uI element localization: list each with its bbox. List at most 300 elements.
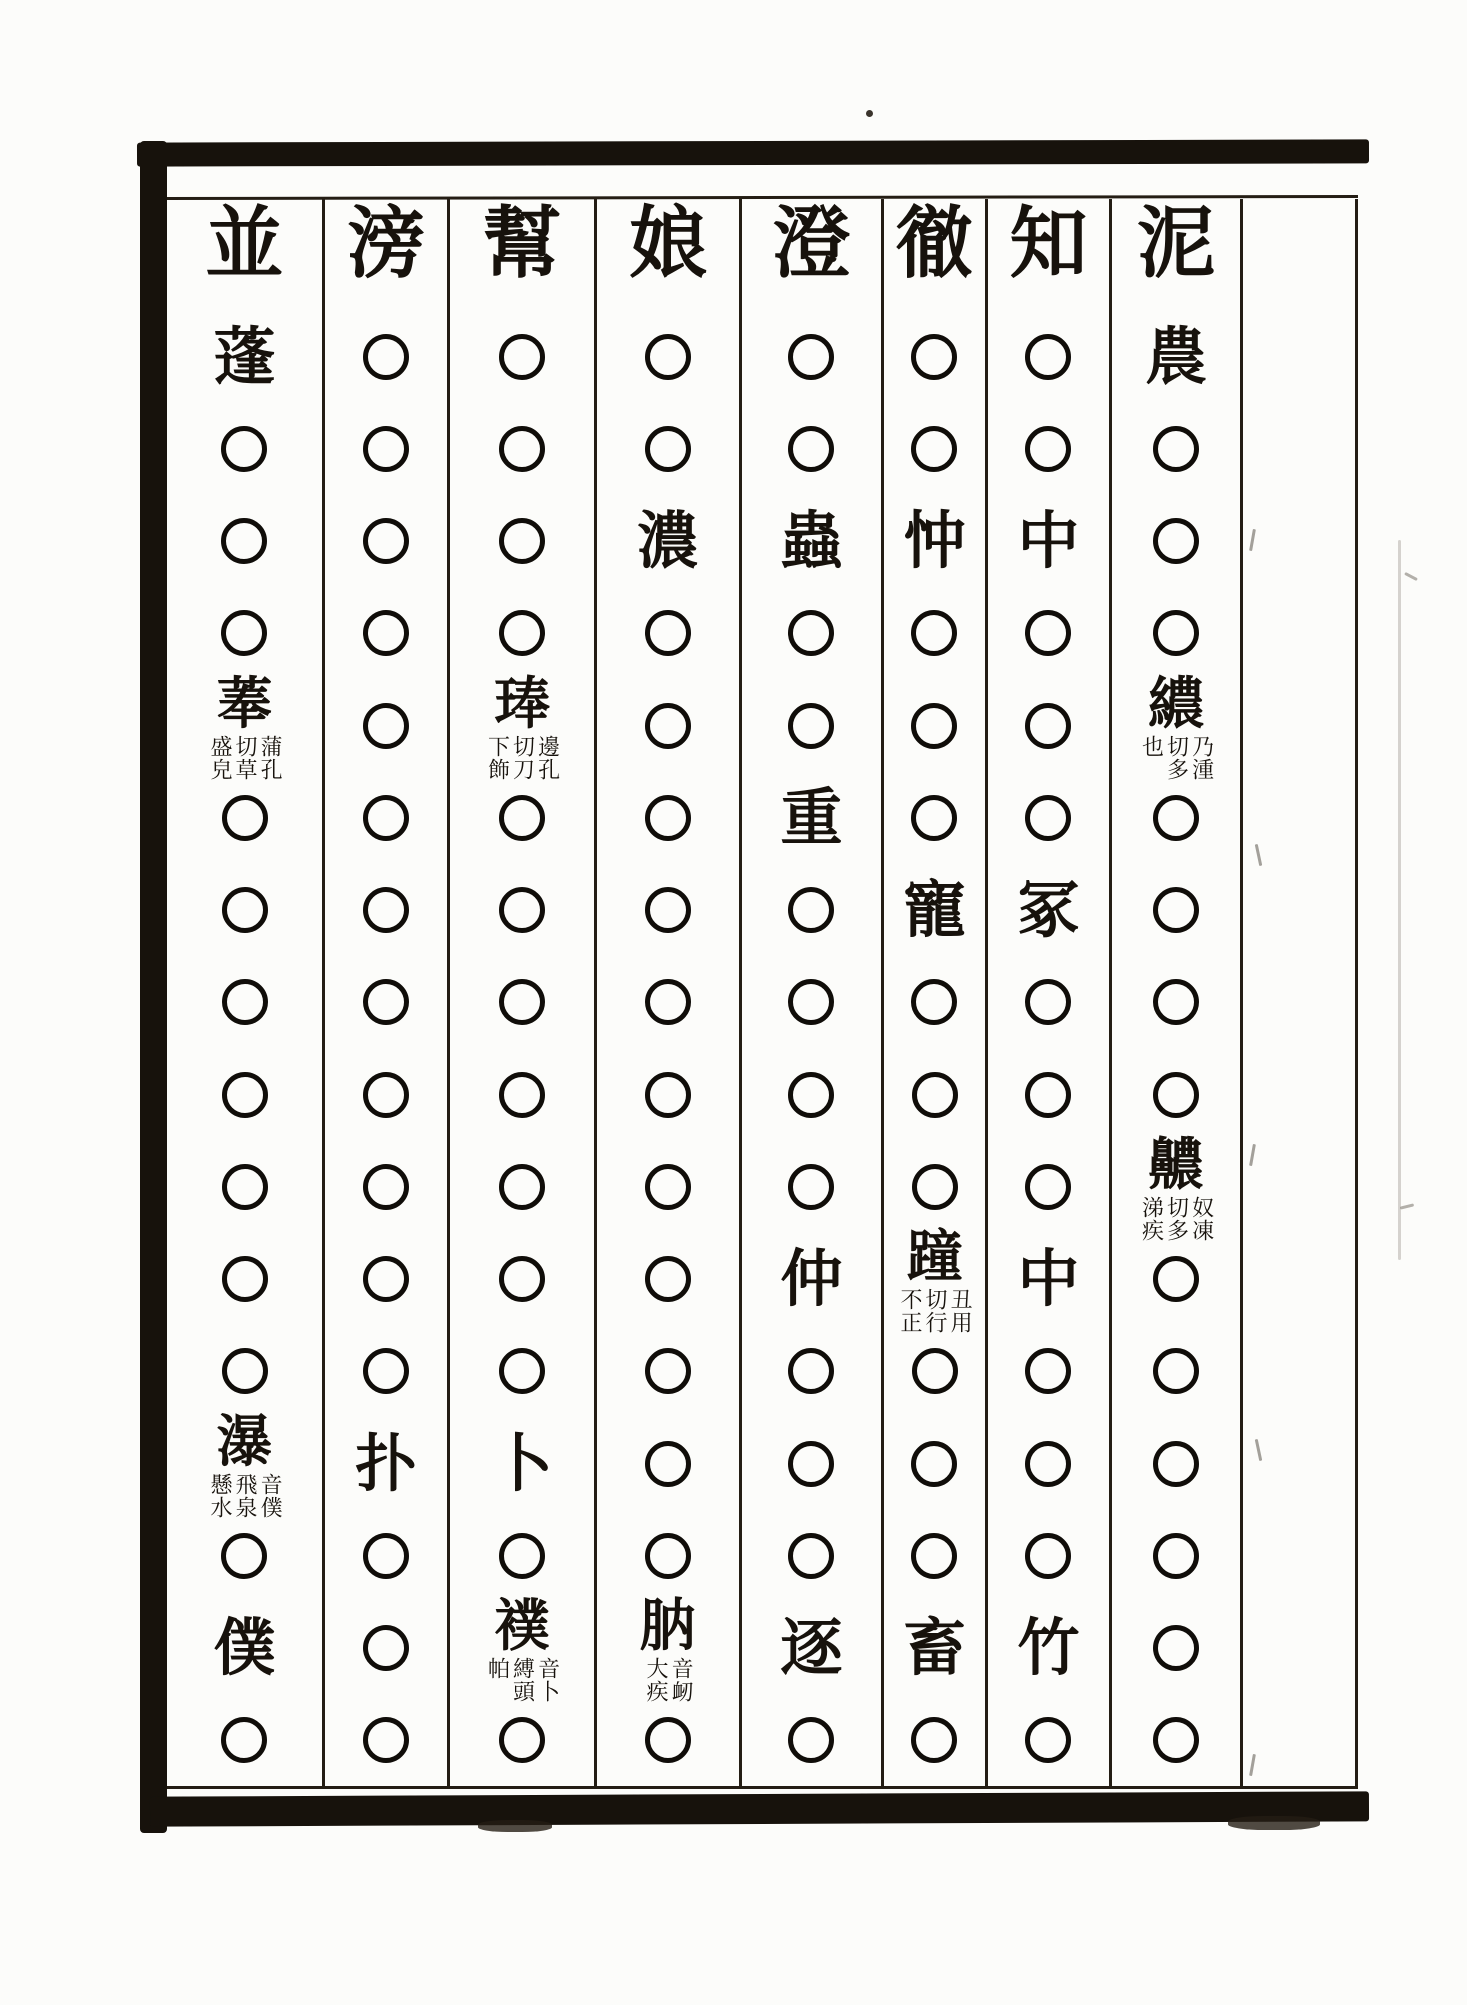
entry-gloss xyxy=(208,735,281,781)
empty-circle xyxy=(363,518,409,564)
cell-slot xyxy=(1017,1325,1079,1417)
empty-circle xyxy=(788,1348,834,1394)
entry-gloss xyxy=(898,1288,971,1334)
empty-circle xyxy=(788,1533,834,1579)
ink-smudge xyxy=(478,1820,552,1832)
cell-slot xyxy=(1153,1233,1199,1325)
cell-slot xyxy=(903,1694,965,1786)
gloss-column: 下飾 xyxy=(484,735,510,781)
empty-circle xyxy=(1025,610,1071,656)
empty-circle xyxy=(499,426,545,472)
cell-slot xyxy=(645,1418,691,1510)
cell-slot xyxy=(637,311,699,403)
empty-circle xyxy=(1025,426,1071,472)
cell-slot xyxy=(780,956,842,1048)
empty-circle xyxy=(363,979,409,1025)
entry-character: 忡 xyxy=(903,504,966,577)
entry-character: 農 xyxy=(1144,320,1207,393)
cell-slot xyxy=(363,495,409,587)
empty-circle xyxy=(499,1348,545,1394)
empty-circle xyxy=(499,610,545,656)
cell-slot xyxy=(1153,1049,1199,1141)
empty-circle xyxy=(645,795,691,841)
cell-slot xyxy=(645,1694,691,1786)
empty-circle xyxy=(911,795,957,841)
cell-slot xyxy=(499,587,545,679)
cell-slot xyxy=(499,772,545,864)
cell-slot xyxy=(484,1593,560,1703)
entry-gloss xyxy=(1139,735,1212,781)
tone-section xyxy=(363,310,409,679)
gloss-column: 切草 xyxy=(232,735,258,781)
cell-slot xyxy=(645,1141,691,1233)
entry-character: 琫 xyxy=(494,671,550,737)
empty-circle xyxy=(1153,887,1199,933)
empty-circle xyxy=(788,610,834,656)
gloss-column: 切多 xyxy=(1163,1196,1189,1242)
cell-slot xyxy=(363,1233,409,1325)
cell-slot xyxy=(206,671,283,781)
cell-slot xyxy=(1017,1049,1079,1141)
cell-slot xyxy=(1153,772,1199,864)
cell-slot xyxy=(1153,864,1199,956)
entry-character: 逐 xyxy=(780,1611,843,1684)
tone-section xyxy=(1017,1048,1079,1417)
entry-character: 扑 xyxy=(354,1427,417,1500)
cell-slot xyxy=(499,1049,545,1141)
empty-circle xyxy=(645,1348,691,1394)
cell-slot xyxy=(363,772,409,864)
annotated-entry xyxy=(484,1593,560,1703)
entry-character: 仲 xyxy=(780,1242,843,1315)
cell-slot xyxy=(912,1049,958,1141)
cell-slot xyxy=(1153,1694,1199,1786)
cell-slot xyxy=(1153,1602,1199,1694)
empty-circle xyxy=(499,1256,545,1302)
tone-section xyxy=(1017,1417,1079,1786)
cell-slot xyxy=(645,956,691,1048)
empty-circle xyxy=(222,887,268,933)
empty-circle xyxy=(1153,1717,1199,1763)
empty-circle xyxy=(1025,334,1071,380)
tone-section xyxy=(484,1417,560,1786)
empty-circle xyxy=(1025,795,1071,841)
cell-slot xyxy=(213,403,275,495)
entry-character: 冢 xyxy=(1017,873,1080,946)
empty-circle xyxy=(363,1625,409,1671)
empty-circle xyxy=(363,1256,409,1302)
empty-circle xyxy=(499,1717,545,1763)
column-header xyxy=(347,199,425,310)
annotated-entry xyxy=(1138,671,1214,781)
tone-section xyxy=(1017,679,1079,1048)
empty-circle xyxy=(363,610,409,656)
gloss-column: 縛頭 xyxy=(509,1657,535,1703)
empty-circle xyxy=(499,1072,545,1118)
bleedthrough-mark xyxy=(1249,1144,1256,1166)
cell-slot xyxy=(1017,1141,1079,1233)
cell-slot xyxy=(222,1325,268,1417)
cell-slot xyxy=(1017,587,1079,679)
gloss-column: 大疾 xyxy=(643,1657,668,1703)
column-header xyxy=(483,199,561,310)
empty-circle xyxy=(222,795,268,841)
cell-slot xyxy=(1017,1694,1079,1786)
page-border-top xyxy=(137,139,1369,166)
gloss-column: 懸水 xyxy=(206,1473,232,1519)
empty-circle xyxy=(788,887,834,933)
cell-slot xyxy=(780,587,842,679)
empty-circle xyxy=(1153,1533,1199,1579)
empty-circle xyxy=(788,1717,834,1763)
tone-section xyxy=(206,1409,283,1786)
gloss-column: 蒲孔 xyxy=(257,735,283,781)
empty-circle xyxy=(645,1441,691,1487)
empty-circle xyxy=(499,518,545,564)
empty-circle xyxy=(788,426,834,472)
cell-slot xyxy=(1153,1418,1199,1510)
empty-circle xyxy=(1153,795,1199,841)
cell-slot xyxy=(363,1141,409,1233)
cell-slot xyxy=(903,1418,965,1510)
cell-slot xyxy=(1017,956,1079,1048)
tone-section xyxy=(903,679,965,1048)
cell-slot xyxy=(363,311,409,403)
empty-circle xyxy=(645,979,691,1025)
empty-circle xyxy=(363,1533,409,1579)
entry-character: 卜 xyxy=(490,1427,553,1500)
cell-slot xyxy=(222,864,268,956)
empty-circle xyxy=(645,1533,691,1579)
column-header-initial: 滂 xyxy=(346,198,425,289)
empty-circle xyxy=(499,795,545,841)
empty-circle xyxy=(363,1072,409,1118)
tone-section xyxy=(780,1417,842,1786)
empty-circle xyxy=(221,1533,267,1579)
empty-circle xyxy=(363,334,409,380)
empty-circle xyxy=(911,979,957,1025)
empty-circle xyxy=(1025,979,1071,1025)
cell-slot xyxy=(222,1233,268,1325)
cell-slot xyxy=(499,403,545,495)
empty-circle xyxy=(911,1441,957,1487)
cell-slot xyxy=(213,495,275,587)
empty-circle xyxy=(645,1164,691,1210)
tone-section xyxy=(1017,310,1079,679)
empty-circle xyxy=(1153,610,1199,656)
cell-slot xyxy=(1153,1510,1199,1602)
cell-slot xyxy=(355,1510,417,1602)
cell-slot xyxy=(637,495,699,587)
cell-slot xyxy=(645,680,691,772)
entry-character: 肭 xyxy=(640,1593,696,1659)
empty-circle xyxy=(1153,1348,1199,1394)
empty-circle xyxy=(499,887,545,933)
cell-slot xyxy=(903,864,965,956)
gloss-column: 不正 xyxy=(896,1288,922,1334)
cell-slot xyxy=(903,956,965,1048)
entry-character: 襆 xyxy=(493,1593,550,1659)
tone-section xyxy=(780,1048,842,1417)
bleedthrough-mark xyxy=(1255,1439,1263,1461)
cell-slot xyxy=(499,1325,545,1417)
cell-slot xyxy=(1145,403,1207,495)
cell-slot xyxy=(903,495,965,587)
entry-character: 僕 xyxy=(213,1611,276,1684)
cell-slot xyxy=(1017,1510,1079,1602)
tone-section xyxy=(903,1417,965,1786)
column-header xyxy=(629,199,707,310)
column-header-initial: 徹 xyxy=(895,198,974,289)
cell-slot xyxy=(213,1694,275,1786)
empty-circle xyxy=(221,518,267,564)
gloss-column: 音衂 xyxy=(668,1657,694,1703)
ink-smudge xyxy=(1228,1816,1320,1830)
cell-slot xyxy=(912,1325,958,1417)
entry-character: 畜 xyxy=(903,1611,966,1684)
cell-slot xyxy=(213,1602,275,1694)
cell-slot xyxy=(1138,1132,1214,1242)
entry-character: 寵 xyxy=(903,873,966,946)
cell-slot xyxy=(645,772,691,864)
cell-slot xyxy=(640,1593,696,1703)
empty-circle xyxy=(1153,1256,1199,1302)
empty-circle xyxy=(1153,518,1199,564)
tone-section xyxy=(222,1048,268,1417)
gloss-column: 涕疾 xyxy=(1138,1196,1164,1242)
empty-circle xyxy=(363,887,409,933)
rhyme-table xyxy=(167,199,1358,1786)
cell-slot xyxy=(645,864,691,956)
page-curl-shadow xyxy=(1398,540,1401,1260)
annotated-entry xyxy=(206,1409,283,1519)
entry-gloss xyxy=(485,1657,558,1703)
cell-slot xyxy=(499,1233,545,1325)
tone-section xyxy=(645,1048,691,1417)
tone-section xyxy=(363,1048,409,1417)
ink-speck xyxy=(866,110,873,117)
empty-circle xyxy=(645,610,691,656)
empty-circle xyxy=(1153,979,1199,1025)
entry-gloss xyxy=(485,735,558,781)
cell-slot xyxy=(645,1325,691,1417)
empty-circle xyxy=(912,1348,958,1394)
column-header-initial: 泥 xyxy=(1136,198,1215,289)
empty-circle xyxy=(645,334,691,380)
empty-circle xyxy=(645,887,691,933)
tone-section xyxy=(355,1417,417,1786)
entry-character: 菶 xyxy=(216,671,273,737)
gloss-column: 也 xyxy=(1138,735,1164,758)
empty-circle xyxy=(499,979,545,1025)
column-header-initial: 並 xyxy=(205,198,284,289)
annotated-entry xyxy=(896,1224,973,1334)
tone-section xyxy=(1138,1048,1214,1417)
cell-slot xyxy=(1017,403,1079,495)
bleedthrough-mark xyxy=(1400,1203,1414,1209)
empty-circle xyxy=(645,1717,691,1763)
tone-section xyxy=(499,1048,545,1417)
empty-circle xyxy=(222,979,268,1025)
empty-circle xyxy=(221,426,267,472)
initial-column xyxy=(167,199,325,1786)
empty-circle xyxy=(1025,1348,1071,1394)
cell-slot xyxy=(780,1694,842,1786)
entry-character: 中 xyxy=(1017,504,1080,577)
initial-column xyxy=(742,199,884,1786)
cell-slot xyxy=(1017,772,1079,864)
cell-slot xyxy=(780,1233,842,1325)
cell-slot xyxy=(222,956,268,1048)
cell-slot xyxy=(1145,311,1207,403)
empty-circle xyxy=(645,1256,691,1302)
empty-circle xyxy=(221,1717,267,1763)
empty-circle xyxy=(788,703,834,749)
cell-slot xyxy=(363,587,409,679)
cell-slot xyxy=(780,495,842,587)
cell-slot xyxy=(1017,1602,1079,1694)
gloss-column: 乃湩 xyxy=(1188,735,1214,781)
tone-section xyxy=(780,310,842,679)
empty-circle xyxy=(912,1164,958,1210)
entry-character: 繷 xyxy=(1148,671,1204,737)
empty-circle xyxy=(911,1533,957,1579)
cell-slot xyxy=(499,864,545,956)
cell-slot xyxy=(780,403,842,495)
empty-circle xyxy=(363,1717,409,1763)
column-header xyxy=(1009,199,1087,310)
cell-slot xyxy=(206,1409,283,1519)
gloss-column: 切刀 xyxy=(509,735,535,781)
gloss-column: 奴凍 xyxy=(1188,1196,1214,1242)
column-header-initial: 幫 xyxy=(482,198,561,289)
column-header-initial: 知 xyxy=(1009,198,1088,289)
cell-slot xyxy=(780,772,842,864)
cell-slot xyxy=(1138,671,1214,781)
cell-slot xyxy=(780,1049,842,1141)
tone-section xyxy=(363,679,409,1048)
tone-section xyxy=(484,671,560,1048)
empty-circle xyxy=(222,1256,268,1302)
gloss-column: 飛泉 xyxy=(232,1473,258,1519)
bleedthrough-mark xyxy=(1404,572,1418,581)
empty-circle xyxy=(1025,1533,1071,1579)
cell-slot xyxy=(222,772,268,864)
cell-slot xyxy=(1017,864,1079,956)
cell-slot xyxy=(491,1418,553,1510)
cell-slot xyxy=(903,403,965,495)
empty-circle xyxy=(363,703,409,749)
cell-slot xyxy=(1017,1233,1079,1325)
entry-gloss xyxy=(208,1473,281,1519)
tone-section xyxy=(637,310,699,679)
empty-circle xyxy=(499,334,545,380)
empty-circle xyxy=(499,1164,545,1210)
cell-slot xyxy=(896,1224,973,1334)
tone-section xyxy=(1138,671,1214,1048)
initial-column xyxy=(325,199,450,1786)
empty-circle xyxy=(221,610,267,656)
empty-circle xyxy=(1153,1072,1199,1118)
entry-character: 蓬 xyxy=(213,320,276,393)
bleedthrough-mark xyxy=(1249,1754,1256,1776)
gloss-column: 切行 xyxy=(922,1288,948,1334)
empty-circle xyxy=(363,1348,409,1394)
empty-circle xyxy=(1153,1441,1199,1487)
cell-slot xyxy=(363,956,409,1048)
column-header xyxy=(205,199,283,310)
entry-gloss xyxy=(1139,1196,1212,1242)
empty-circle xyxy=(911,610,957,656)
column-header xyxy=(895,199,973,310)
gloss-column: 切多 xyxy=(1163,735,1189,781)
empty-circle xyxy=(222,1348,268,1394)
empty-circle xyxy=(645,703,691,749)
cell-slot xyxy=(903,311,965,403)
tone-section xyxy=(645,679,691,1048)
tone-section xyxy=(1153,1417,1199,1786)
cell-slot xyxy=(213,587,275,679)
cell-slot xyxy=(363,403,409,495)
cell-slot xyxy=(499,1141,545,1233)
cell-slot xyxy=(363,1049,409,1141)
initial-column xyxy=(1112,199,1243,1786)
gloss-column: 盛皃 xyxy=(206,735,232,781)
gloss-column: 帕 xyxy=(484,1657,510,1680)
column-header xyxy=(1137,199,1215,310)
cell-slot xyxy=(903,680,965,772)
entry-gloss xyxy=(644,1657,692,1703)
cell-slot xyxy=(213,1510,275,1602)
annotated-entry xyxy=(206,671,283,781)
cell-slot xyxy=(1017,495,1079,587)
cell-slot xyxy=(1153,1325,1199,1417)
empty-circle xyxy=(1025,1717,1071,1763)
annotated-entry xyxy=(640,1593,696,1703)
entry-character: 濃 xyxy=(636,504,699,577)
cell-slot xyxy=(903,772,965,864)
empty-circle xyxy=(911,426,957,472)
column-header xyxy=(772,199,850,310)
empty-circle xyxy=(645,426,691,472)
cell-slot xyxy=(499,495,545,587)
cell-slot xyxy=(637,587,699,679)
tone-section xyxy=(903,310,965,679)
empty-circle xyxy=(912,1072,958,1118)
page-border-bottom xyxy=(150,1791,1369,1826)
annotated-entry xyxy=(1138,1132,1214,1242)
empty-circle xyxy=(788,979,834,1025)
page-border-left xyxy=(140,141,167,1833)
empty-circle xyxy=(1025,1072,1071,1118)
empty-circle xyxy=(1153,1625,1199,1671)
cell-slot xyxy=(499,956,545,1048)
empty-circle xyxy=(911,1717,957,1763)
empty-circle xyxy=(1153,426,1199,472)
empty-circle xyxy=(222,1164,268,1210)
column-header-initial: 澄 xyxy=(772,198,851,289)
tone-section xyxy=(1145,310,1207,679)
entry-character: 竹 xyxy=(1017,1611,1080,1684)
bleedthrough-mark xyxy=(1255,844,1263,866)
cell-slot xyxy=(491,1694,553,1786)
cell-slot xyxy=(1145,587,1207,679)
tone-section xyxy=(499,310,545,679)
empty-circle xyxy=(363,1164,409,1210)
cell-slot xyxy=(1017,680,1079,772)
cell-slot xyxy=(363,680,409,772)
cell-slot xyxy=(903,587,965,679)
